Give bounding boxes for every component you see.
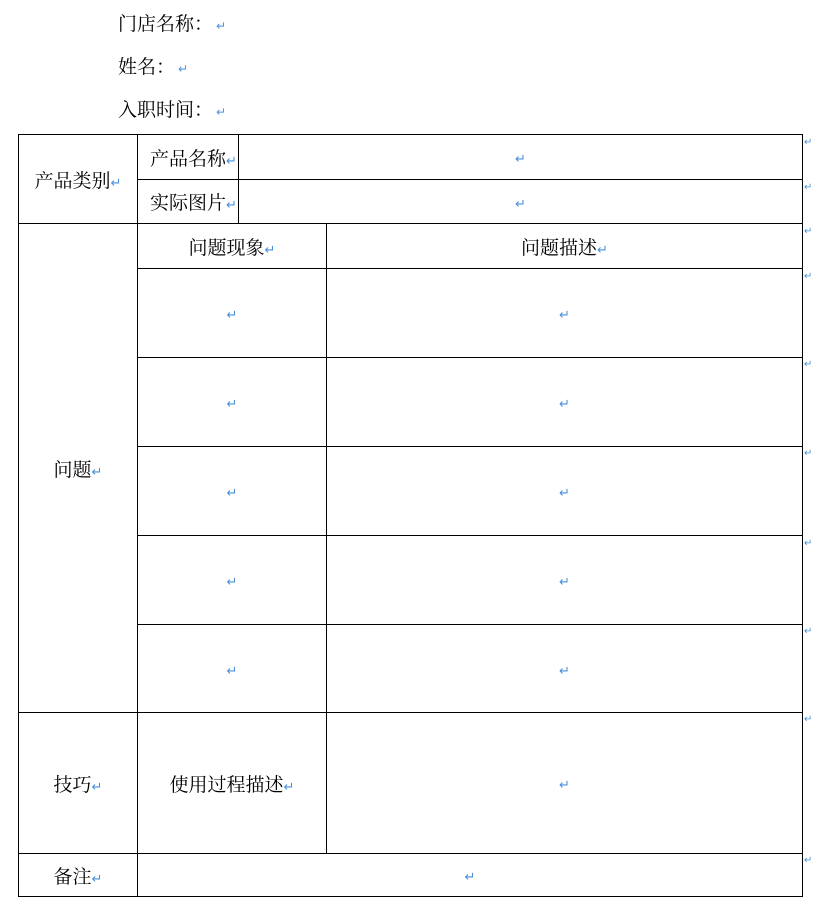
remarks-value-cell[interactable] bbox=[138, 854, 803, 897]
hire-date-field bbox=[118, 99, 226, 123]
usage-process-value-cell[interactable] bbox=[327, 713, 803, 854]
paragraph-mark-icon: ↵ bbox=[226, 153, 237, 169]
row-end-mark-icon: ↵ bbox=[804, 538, 813, 549]
tips-label: 技巧 bbox=[53, 773, 92, 796]
actual-image-label: 实际图片 bbox=[150, 192, 227, 214]
store-name-field bbox=[118, 13, 226, 37]
paragraph-mark-icon: ↵ bbox=[226, 308, 238, 323]
paragraph-mark-icon: ↵ bbox=[559, 663, 570, 679]
problem-description-cell[interactable] bbox=[327, 625, 803, 713]
row-end-mark-icon: ↵ bbox=[804, 714, 813, 725]
paragraph-mark-icon: ↵ bbox=[283, 779, 295, 795]
paragraph-mark-icon: ↵ bbox=[216, 19, 227, 33]
paragraph-mark-icon: ↵ bbox=[559, 778, 570, 793]
row-end-mark-icon: ↵ bbox=[804, 271, 813, 282]
problem-phenomenon-cell[interactable] bbox=[138, 358, 327, 447]
paragraph-mark-icon: ↵ bbox=[515, 152, 526, 167]
name-field bbox=[118, 56, 188, 80]
problem-phenomenon-cell[interactable] bbox=[138, 536, 327, 625]
paragraph-mark-icon: ↵ bbox=[559, 308, 570, 323]
paragraph-mark-icon: ↵ bbox=[226, 198, 237, 213]
usage-process-label: 使用过程描述 bbox=[169, 773, 284, 796]
product-name-value-cell[interactable] bbox=[239, 135, 803, 180]
paragraph-mark-icon: ↵ bbox=[264, 242, 276, 258]
problem-description-cell[interactable] bbox=[327, 536, 803, 625]
paragraph-mark-icon: ↵ bbox=[216, 105, 227, 119]
problem-description-cell[interactable] bbox=[327, 358, 803, 447]
problem-label: 问题 bbox=[53, 458, 92, 481]
paragraph-mark-icon: ↵ bbox=[178, 62, 189, 76]
remarks-label: 备注 bbox=[53, 865, 92, 888]
paragraph-mark-icon: ↵ bbox=[597, 242, 608, 258]
report-table bbox=[18, 134, 803, 897]
problem-phenomenon-cell[interactable] bbox=[138, 447, 327, 536]
row-end-mark-icon: ↵ bbox=[804, 626, 813, 637]
store-name-label: 门店名称： bbox=[118, 13, 214, 35]
paragraph-mark-icon: ↵ bbox=[226, 663, 238, 679]
paragraph-mark-icon: ↵ bbox=[226, 575, 238, 590]
paragraph-mark-icon: ↵ bbox=[559, 486, 570, 501]
name-label: 姓名： bbox=[118, 56, 176, 78]
actual-image-value-cell[interactable] bbox=[239, 180, 803, 224]
problem-phenomenon-header: 问题现象 bbox=[188, 236, 265, 259]
row-end-mark-icon: ↵ bbox=[804, 226, 813, 237]
paragraph-mark-icon: ↵ bbox=[559, 397, 570, 412]
usage-process-label-cell bbox=[138, 713, 327, 854]
row-end-mark-icon: ↵ bbox=[804, 855, 813, 866]
product-name-label-cell bbox=[138, 135, 239, 180]
hire-date-label: 入职时间： bbox=[118, 99, 214, 121]
actual-image-label-cell bbox=[138, 180, 239, 224]
paragraph-mark-icon: ↵ bbox=[226, 486, 238, 501]
paragraph-mark-icon: ↵ bbox=[515, 196, 526, 212]
problem-description-cell[interactable] bbox=[327, 447, 803, 536]
row-end-mark-icon: ↵ bbox=[804, 137, 813, 148]
row-end-mark-icon: ↵ bbox=[804, 182, 813, 193]
paragraph-mark-icon: ↵ bbox=[91, 779, 103, 795]
problem-phenomenon-header-cell bbox=[138, 224, 327, 269]
paragraph-mark-icon: ↵ bbox=[91, 464, 103, 480]
row-end-mark-icon: ↵ bbox=[804, 448, 813, 459]
paragraph-mark-icon: ↵ bbox=[91, 871, 103, 887]
row-end-mark-icon: ↵ bbox=[804, 359, 813, 370]
problem-cell bbox=[19, 224, 138, 713]
problem-phenomenon-cell[interactable] bbox=[138, 269, 327, 358]
problem-phenomenon-cell[interactable] bbox=[138, 625, 327, 713]
problem-description-header: 问题描述 bbox=[521, 236, 598, 259]
tips-cell bbox=[19, 713, 138, 854]
product-category-cell bbox=[19, 135, 138, 224]
paragraph-mark-icon: ↵ bbox=[226, 397, 238, 412]
paragraph-mark-icon: ↵ bbox=[110, 175, 122, 191]
problem-description-header-cell bbox=[327, 224, 803, 269]
product-category-label: 产品类别 bbox=[34, 169, 111, 192]
paragraph-mark-icon: ↵ bbox=[464, 870, 476, 885]
remarks-cell bbox=[19, 854, 138, 897]
product-name-label: 产品名称 bbox=[150, 147, 227, 170]
paragraph-mark-icon: ↵ bbox=[559, 575, 570, 590]
problem-description-cell[interactable] bbox=[327, 269, 803, 358]
